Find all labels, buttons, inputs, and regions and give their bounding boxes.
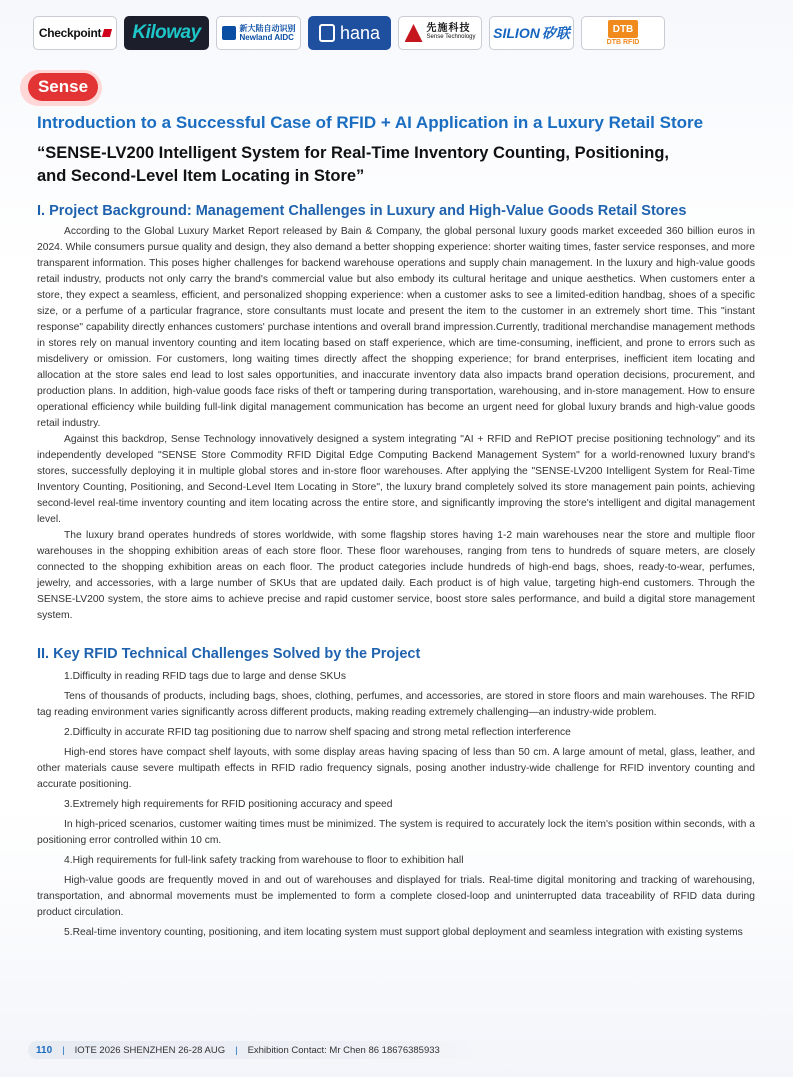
kiloway-logo [124, 16, 209, 50]
newland-icon [222, 26, 236, 40]
newland-logo-cn: 新大陆自动识别 [239, 24, 296, 33]
dtb-logo-sub: DTB RFID [606, 39, 640, 46]
footer-divider: | [235, 1044, 238, 1056]
challenge-title: 1.Difficulty in reading RFID tags due to large and dense SKUs [64, 671, 346, 682]
sense-badge-label: Sense [28, 73, 98, 101]
page-number: 110 [36, 1044, 53, 1056]
section-1-heading: I. Project Background: Management Challenges in Luxury and High-Value Goods Retail Stores [37, 203, 687, 219]
sense-triangle-icon [405, 24, 423, 42]
challenge-title: 2.Difficulty in accurate RFID tag positioning due to narrow shelf spacing and strong metal reflection interference [64, 727, 571, 738]
article-subtitle-line-1: “SENSE-LV200 Intelligent System for Real-Time Inventory Counting, Positioning, [37, 144, 669, 162]
challenge-text: Tens of thousands of products, including bags, shoes, clothing, perfumes, and accessories, are stored in store floors and main warehouses. The RFID tag reading environment varies significantly across different products, making reading extremely challenging—an industry-wide problem. [37, 691, 755, 718]
challenge-text: High-end stores have compact shelf layouts, with some display areas having spacing of less than 50 cm. A large amount of metal, glass, leather, and other materials cause severe multipath effects in RFID radio frequency signals, posing another industry-wide challenge for RFID inventory counting and accurate positioning. [37, 747, 755, 790]
challenge-text: High-value goods are frequently moved in and out of warehouses and displayed for trials. Real-time digital monitoring and tracking of warehousing, transportation, and abnormal movements must be implemented to form a complete closed-loop and uninterrupted data traceability of RFID data during product circulation. [37, 875, 755, 918]
newland-logo [216, 16, 301, 50]
challenge-text: In high-priced scenarios, customer waiting times must be minimized. The system is required to accurately lock the item's position within seconds, with a positioning error controlled within 10 cm. [37, 819, 755, 846]
hana-logo-text: hana [339, 22, 381, 43]
exhibitor-logo-bar [33, 16, 665, 50]
challenge-title: 3.Extremely high requirements for RFID positioning accuracy and speed [64, 799, 393, 810]
footer-event: IOTE 2026 SHENZHEN 26-28 AUG [74, 1044, 226, 1056]
section-2-heading: II. Key RFID Technical Challenges Solved by the Project [37, 646, 421, 662]
checkpoint-logo-text: Checkpoint [38, 26, 102, 40]
sense-logo-en: Sense Technology [426, 34, 476, 40]
footer-divider: | [62, 1044, 65, 1056]
footer-contact: Exhibition Contact: Mr Chen 86 18676385933 [247, 1044, 440, 1056]
silion-logo [489, 16, 574, 50]
sense-logo-cn: 先施科技 [426, 23, 471, 34]
newland-logo-en: Newland AIDC [239, 33, 294, 42]
section-1-paragraph: The luxury brand operates hundreds of stores worldwide, with some flagship stores having 1-2 main warehouses near the store and multiple floor warehouses in the shopping exhibition areas of each store floor. These floor warehouses, ranging from tens to hundreds of square meters, are closely connected to the shopping exhibition areas on each floor. The product categories include hundreds of high-end bags, shoes, ready-to-wear, perfumes, jewelry, and accessories, with a large number of SKUs that are updated daily. Each product is of high value, targeting high-end customers. Through the SENSE-LV200 system, the store aims to achieve precise and rapid customer service, boost store sales performance, and build a digital store management system. [37, 530, 755, 621]
dtb-logo-mark: DTB [608, 20, 638, 38]
article-title: Introduction to a Successful Case of RFID + AI Application in a Luxury Retail Store [37, 113, 704, 132]
section-1-paragraph: Against this backdrop, Sense Technology innovatively designed a system integrating "AI + RFID and RePIOT precise positioning technology" and its independently developed "SENSE Store Commodity RFID Digital Edge Computing Backend Management System" for a world-renowned luxury brand's stores, successfully deploying it in multiple global stores and in-store floor warehouses. After applying the "SENSE-LV200 Intelligent System for Real-Time Inventory Counting, Positioning, and Second-Level Item Locating in Store", the luxury brand completely solved its store management pain points, achieving second-level real-time inventory counting and item locating across the entire store, and significantly improving the store's intelligent and digital management level. [37, 434, 755, 525]
silion-logo-text: SILION [493, 25, 540, 41]
silion-logo-cn: 矽联 [541, 25, 570, 41]
challenge-title: 4.High requirements for full-link safety tracking from warehouse to floor to exhibition hall [64, 855, 464, 866]
section-1-paragraph: According to the Global Luxury Market Report released by Bain & Company, the global personal luxury goods market exceeded 360 billion euros in 2024. While consumers pursue quality and design, they also demand a better shopping experience: shorter waiting times, faster service responses, and more transparent information. This poses higher challenges for backend warehouse operations and supply chain management. In the luxury and high-value goods retail industry, products not only carry the brand's commercial value but also embody its cultural heritage and unique aesthetics. When customers enter a store, they expect a seamless, efficient, and personalized shopping experience: when a customer asks to see a limited-edition handbag, shoes of a specific size, or a perfume of a particular fragrance, store consultants must locate and present the item to the customer in an extremely short time. This "instant response" capability directly enhances customers' purchase intentions and overall brand impression.Currently, traditional merchandise management methods in stores rely on manual inventory counting and item locating based on staff experience, which are time-consuming, inefficient, and prone to errors such as misdelivery or omission. For customers, long waiting times directly affect the shopping experience; for brand enterprises, inefficient item locating and allocation at the store sales end lead to lost sales opportunities, and inaccurate inventory data also impacts brand operation decisions, procurement, and production plans. In addition, high-value goods face risks of theft or tampering during transportation, warehousing, and in-store management. How to ensure operational efficiency while building full-link digital management communication has become an urgent need for global luxury brands and high-value goods retail industry. [37, 226, 755, 429]
article-subtitle-line-2: and Second-Level Item Locating in Store” [37, 167, 365, 185]
page-footer [28, 1041, 483, 1059]
checkpoint-logo [33, 16, 117, 50]
hana-icon [319, 24, 335, 42]
article [37, 112, 755, 941]
hana-logo [308, 16, 391, 50]
challenge-title: 5.Real-time inventory counting, positioning, and item locating system must support global deployment and seamless integration with existing systems [64, 927, 743, 938]
dtb-logo [581, 16, 665, 50]
sense-technology-logo [398, 16, 482, 50]
checkpoint-mark-icon [102, 29, 112, 37]
kiloway-logo-text: Kiloway [132, 22, 201, 43]
sense-section-badge [20, 70, 102, 106]
